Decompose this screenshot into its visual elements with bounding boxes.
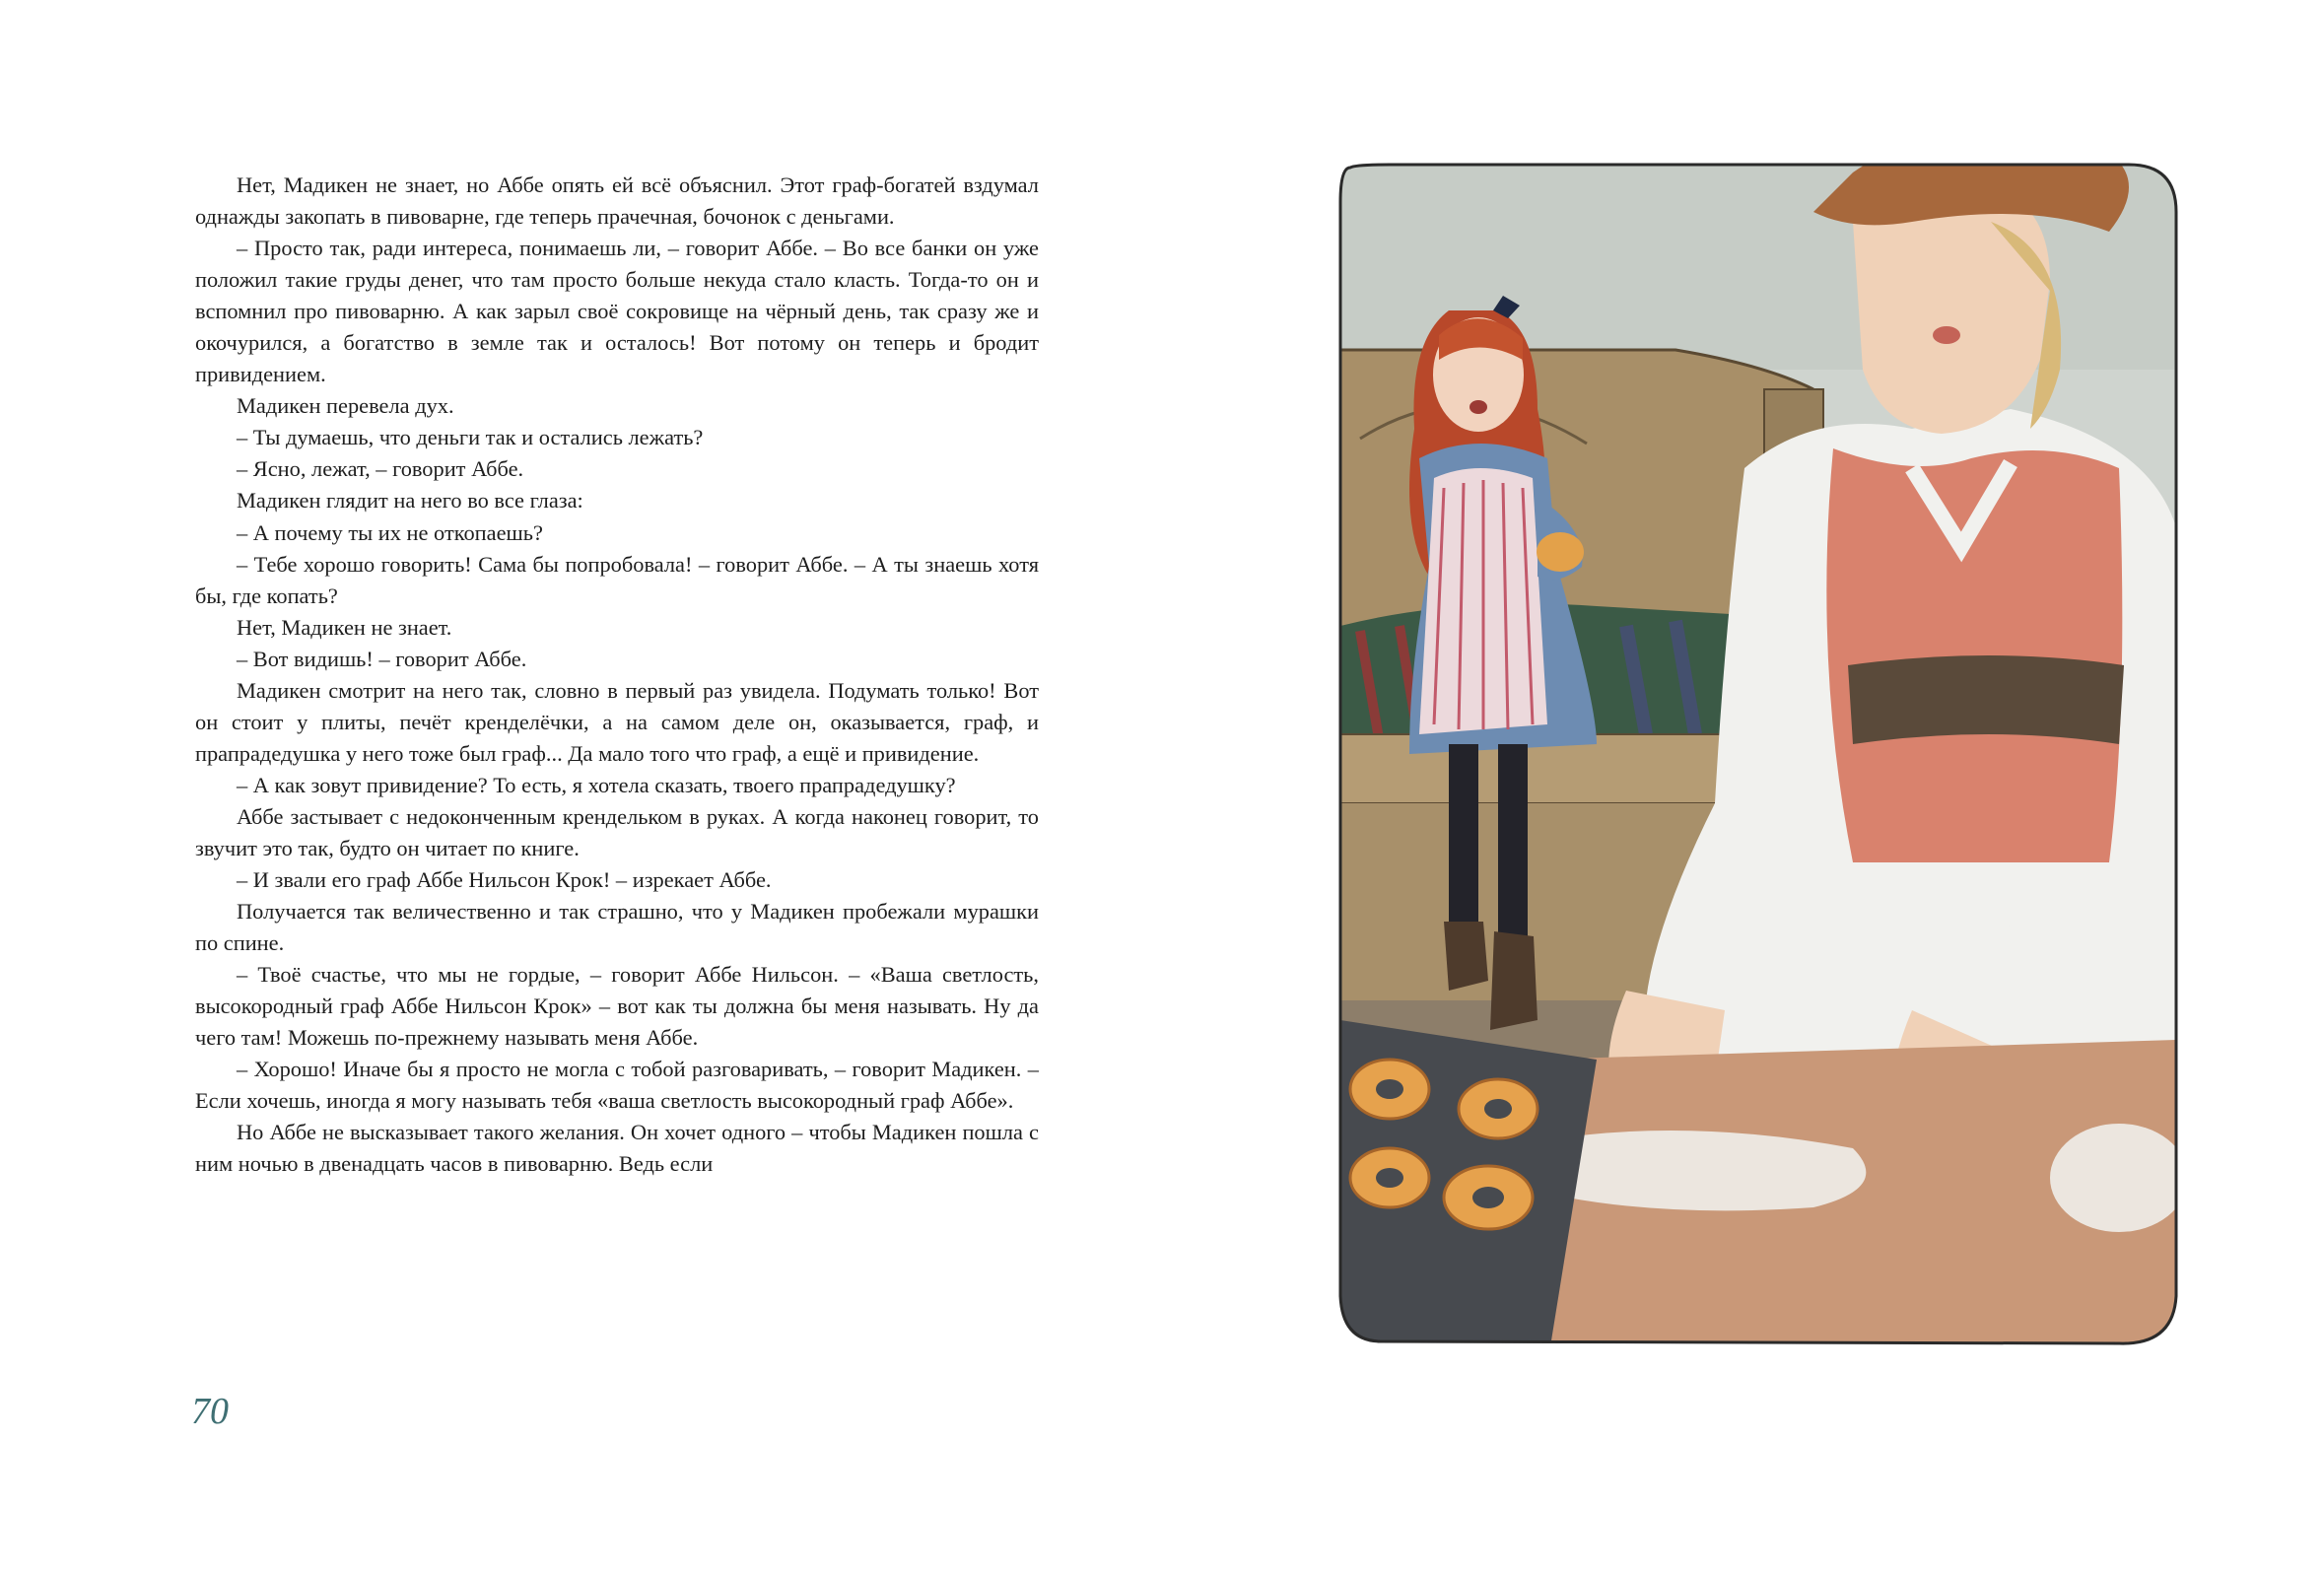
- illustration: [1301, 113, 2208, 1365]
- paragraph: Нет, Мадикен не знает.: [237, 614, 452, 640]
- paragraph: Получается так величественно и так страшно, что у Мадикен пробежали мурашки по спине.: [195, 899, 1039, 956]
- paragraph: – Тебе хорошо говорить! Сама бы попробовала! – говорит Аббе. – А ты знаешь хотя бы, где копать?: [195, 551, 1039, 608]
- paragraph: Мадикен перевела дух.: [237, 393, 454, 419]
- paragraph: – Ты думаешь, что деньги так и остались лежать?: [237, 425, 704, 450]
- body-text: [195, 170, 1039, 1181]
- paragraph: – Вот видишь! – говорит Аббе.: [237, 646, 527, 671]
- page-number: 70: [191, 1391, 229, 1432]
- paragraph: – Твоё счастье, что мы не гордые, – говорит Аббе Нильсон. – «Ваша светлость, высокородный граф Аббе Нильсон Крок» – вот как ты должна бы меня называть. Ну да чего там! Можешь по-прежнему называть меня Аббе.: [195, 962, 1039, 1051]
- paragraph: – А почему ты их не откопаешь?: [237, 519, 543, 545]
- paragraph: – Просто так, ради интереса, понимаешь ли, – говорит Аббе. – Во все банки он уже положил такие груды денег, что там просто больше некуда стало класть. Тогда-то он и вспомнил про пивоварню. А как зарыл своё сокровище на чёрный день, так сразу же и окочурился, а богатство в земле так и осталось! Вот потому он теперь и бродит привидением.: [195, 236, 1039, 387]
- paragraph: Мадикен глядит на него во все глаза:: [237, 488, 583, 514]
- paragraph: – И звали его граф Аббе Нильсон Крок! – изрекает Аббе.: [237, 867, 772, 893]
- watercolor-illustration: [1301, 113, 2208, 1365]
- paragraph: – Хорошо! Иначе бы я просто не могла с тобой разговаривать, – говорит Мадикен. – Если хочешь, иногда я могу называть тебя «ваша светлость высокородный граф Аббе».: [195, 1057, 1039, 1114]
- paragraph: Аббе застывает с недоконченным крендельком в руках. А когда наконец говорит, то звучит это так, будто он читает по книге.: [195, 803, 1039, 860]
- paragraph: – Ясно, лежат, – говорит Аббе.: [237, 456, 524, 482]
- paragraph: Мадикен смотрит на него так, словно в первый раз увидела. Подумать только! Вот он стоит у плиты, печёт кренделёчки, а на самом деле он, оказывается, граф, и прапрадедушка у него тоже был граф... Да мало того что граф, а ещё и привидение.: [195, 677, 1039, 766]
- paragraph: – А как зовут привидение? То есть, я хотела сказать, твоего прапрадедушку?: [237, 772, 956, 797]
- paragraph: Нет, Мадикен не знает, но Аббе опять ей всё объяснил. Этот граф-богатей вздумал однажды закопать в пивоварне, где теперь прачечная, бочонок с деньгами.: [195, 172, 1039, 230]
- paragraph: Но Аббе не высказывает такого желания. Он хочет одного – чтобы Мадикен пошла с ним ночью в двенадцать часов в пивоварню. Ведь если: [195, 1120, 1039, 1177]
